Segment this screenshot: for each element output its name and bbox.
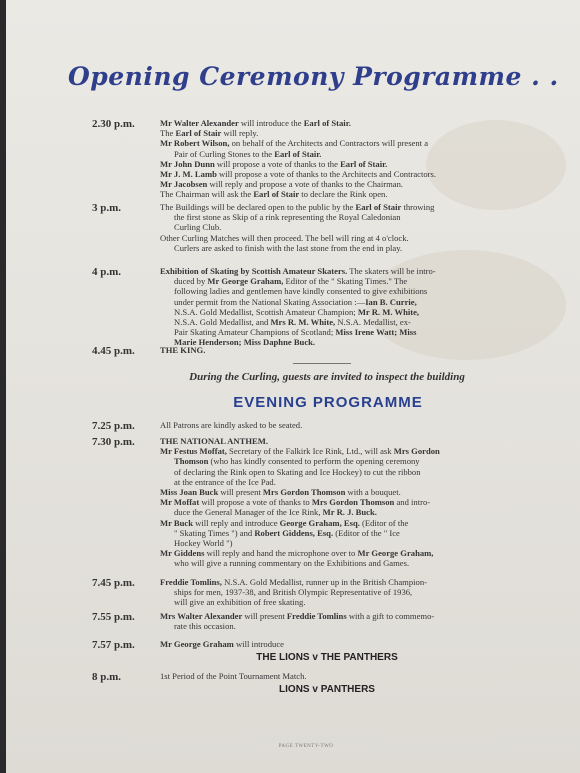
entry-line: N.S.A. Gold Medallist, and Mrs R. M. White, N.S.A. Medallist, ex- [174,317,411,328]
entry-line: THE NATIONAL ANTHEM. [160,436,268,446]
entry-time: 3 p.m. [92,202,122,214]
entry-time: 4 p.m. [92,266,122,278]
entry-line: ships for men, 1937-38, and British Olympic Representative of 1936, [174,587,413,598]
entry-time: 8 p.m. [92,671,122,683]
entry-line: 1st Period of the Point Tournament Match. [160,671,307,681]
entry-line: of declaring the Rink open to Skating and Ice Hockey) to cut the ribbon [174,466,421,477]
entry-line: who will give a running commentary on the Exhibitions and Games. [174,558,410,569]
entry-body [160,436,494,569]
entry-line: Pair of Curling Stones to the Earl of Stair. [174,148,322,159]
entry-line: " Skating Times ") and Robert Giddens, Esq. (Editor of the " Ice [174,527,400,538]
section-divider [293,363,351,364]
entry-line: Mr Moffat will propose a vote of thanks to Mrs Gordon Thomson and intro- [160,497,431,508]
entry-line: following ladies and gentlemen have kindly consented to give exhibitions [174,286,428,297]
entry-line: Curling Club. [174,222,222,233]
entry-body [160,202,494,253]
entry-line: rate this occasion. [174,621,236,632]
entry-line: Mr Jacobsen will reply and propose a vote of thanks to the Chairman. [160,179,404,190]
entry-line: Exhibition of Skating by Scottish Amateur Skaters. The skaters will be intro- [160,266,436,276]
entry-line: The Chairman will ask the Earl of Stair to declare the Rink open. [160,189,388,200]
entry-line: Mr Festus Moffat, Secretary of the Falkirk Ice Rink, Ltd., will ask Mrs Gordon [160,446,440,457]
entry-line: Curlers are asked to finish with the last stone from the end in play. [174,242,403,253]
entry-line: Mr Robert Wilson, on behalf of the Architects and Contractors will present a [160,138,429,149]
entry-line: at the entrance of the Ice Pad. [174,476,276,487]
entry-time: 7.25 p.m. [92,420,135,432]
entry-line: All Patrons are kindly asked to be seated. [160,420,303,430]
entry-body [160,345,494,355]
programme-page [6,0,580,773]
entry-line: the first stone as Skip of a rink representing the Royal Caledonian [174,212,401,223]
entry-time: 4.45 p.m. [92,345,135,357]
entry-line: Mr Buck will reply and introduce George Graham, Esq. (Editor of the [160,517,409,528]
match-title: THE LIONS v THE PANTHERS [256,652,398,664]
entry-body [160,420,494,430]
entry-line: duce the General Manager of the Ice Rink, Mr R. J. Buck. [174,507,377,518]
entry-line: Mr J. M. Lamb will propose a vote of thanks to the Architects and Contractors. [160,169,436,180]
entry-body [160,266,494,348]
inspection-notice: During the Curling, guests are invited to inspect the building [189,371,465,383]
entry-line: Mr Giddens will reply and hand the microphone over to Mr George Graham, [160,548,434,559]
entry-line: Pair Skating Amateur Champions of Scotland; Miss Irene Watt; Miss [174,327,417,338]
entry-line: The Earl of Stair will reply. [160,128,259,139]
entry-line: Miss Joan Buck will present Mrs Gordon Thomson with a bouquet. [160,487,401,498]
entry-line: Mr George Graham will introduce [160,639,284,649]
match-title: LIONS v PANTHERS [279,684,375,696]
entry-line: N.S.A. Gold Medallist, Scottish Amateur Champion; Mr R. M. White, [174,306,420,317]
entry-line: duced by Mr George Graham, Editor of the " Skating Times." The [174,276,408,287]
entry-line: Mr John Dunn will propose a vote of thanks to the Earl of Stair. [160,158,388,169]
evening-programme-title: EVENING PROGRAMME [233,394,423,411]
entry-line: Thomson (who has kindly consented to perform the opening ceremony [174,456,420,467]
entry-time: 7.30 p.m. [92,436,135,448]
page-footer: PAGE TWENTY-TWO [278,744,334,749]
entry-line: will give an exhibition of free skating. [174,597,306,608]
entry-body [160,118,494,200]
entry-line: under permit from the National Skating Association :—Ian B. Currie, [174,296,417,307]
entry-body [160,671,494,695]
entry-line: The Buildings will be declared open to the public by the Earl of Stair throwing [160,202,435,212]
entry-time: 7.45 p.m. [92,577,135,589]
entry-body [160,577,494,608]
entry-line: Other Curling Matches will then proceed. The bell will ring at 4 o'clock. [160,232,409,243]
entry-line: Mrs Walter Alexander will present Freddie Tomlins with a gift to commemo- [160,611,435,621]
page-heading: Opening Ceremony Programme . . [68,62,559,91]
entry-time: 7.57 p.m. [92,639,135,651]
entry-body [160,639,494,663]
entry-line: THE KING. [160,345,206,355]
entry-time: 2.30 p.m. [92,118,135,130]
entry-line: Hockey World ") [174,538,233,549]
entry-line: Marie Henderson; Miss Daphne Buck. [174,337,316,348]
entry-body [160,611,494,631]
entry-time: 7.55 p.m. [92,611,135,623]
entry-line: Freddie Tomlins, N.S.A. Gold Medallist, runner up in the British Champion- [160,577,427,587]
entry-line: Mr Walter Alexander will introduce the Earl of Stair. [160,118,351,128]
